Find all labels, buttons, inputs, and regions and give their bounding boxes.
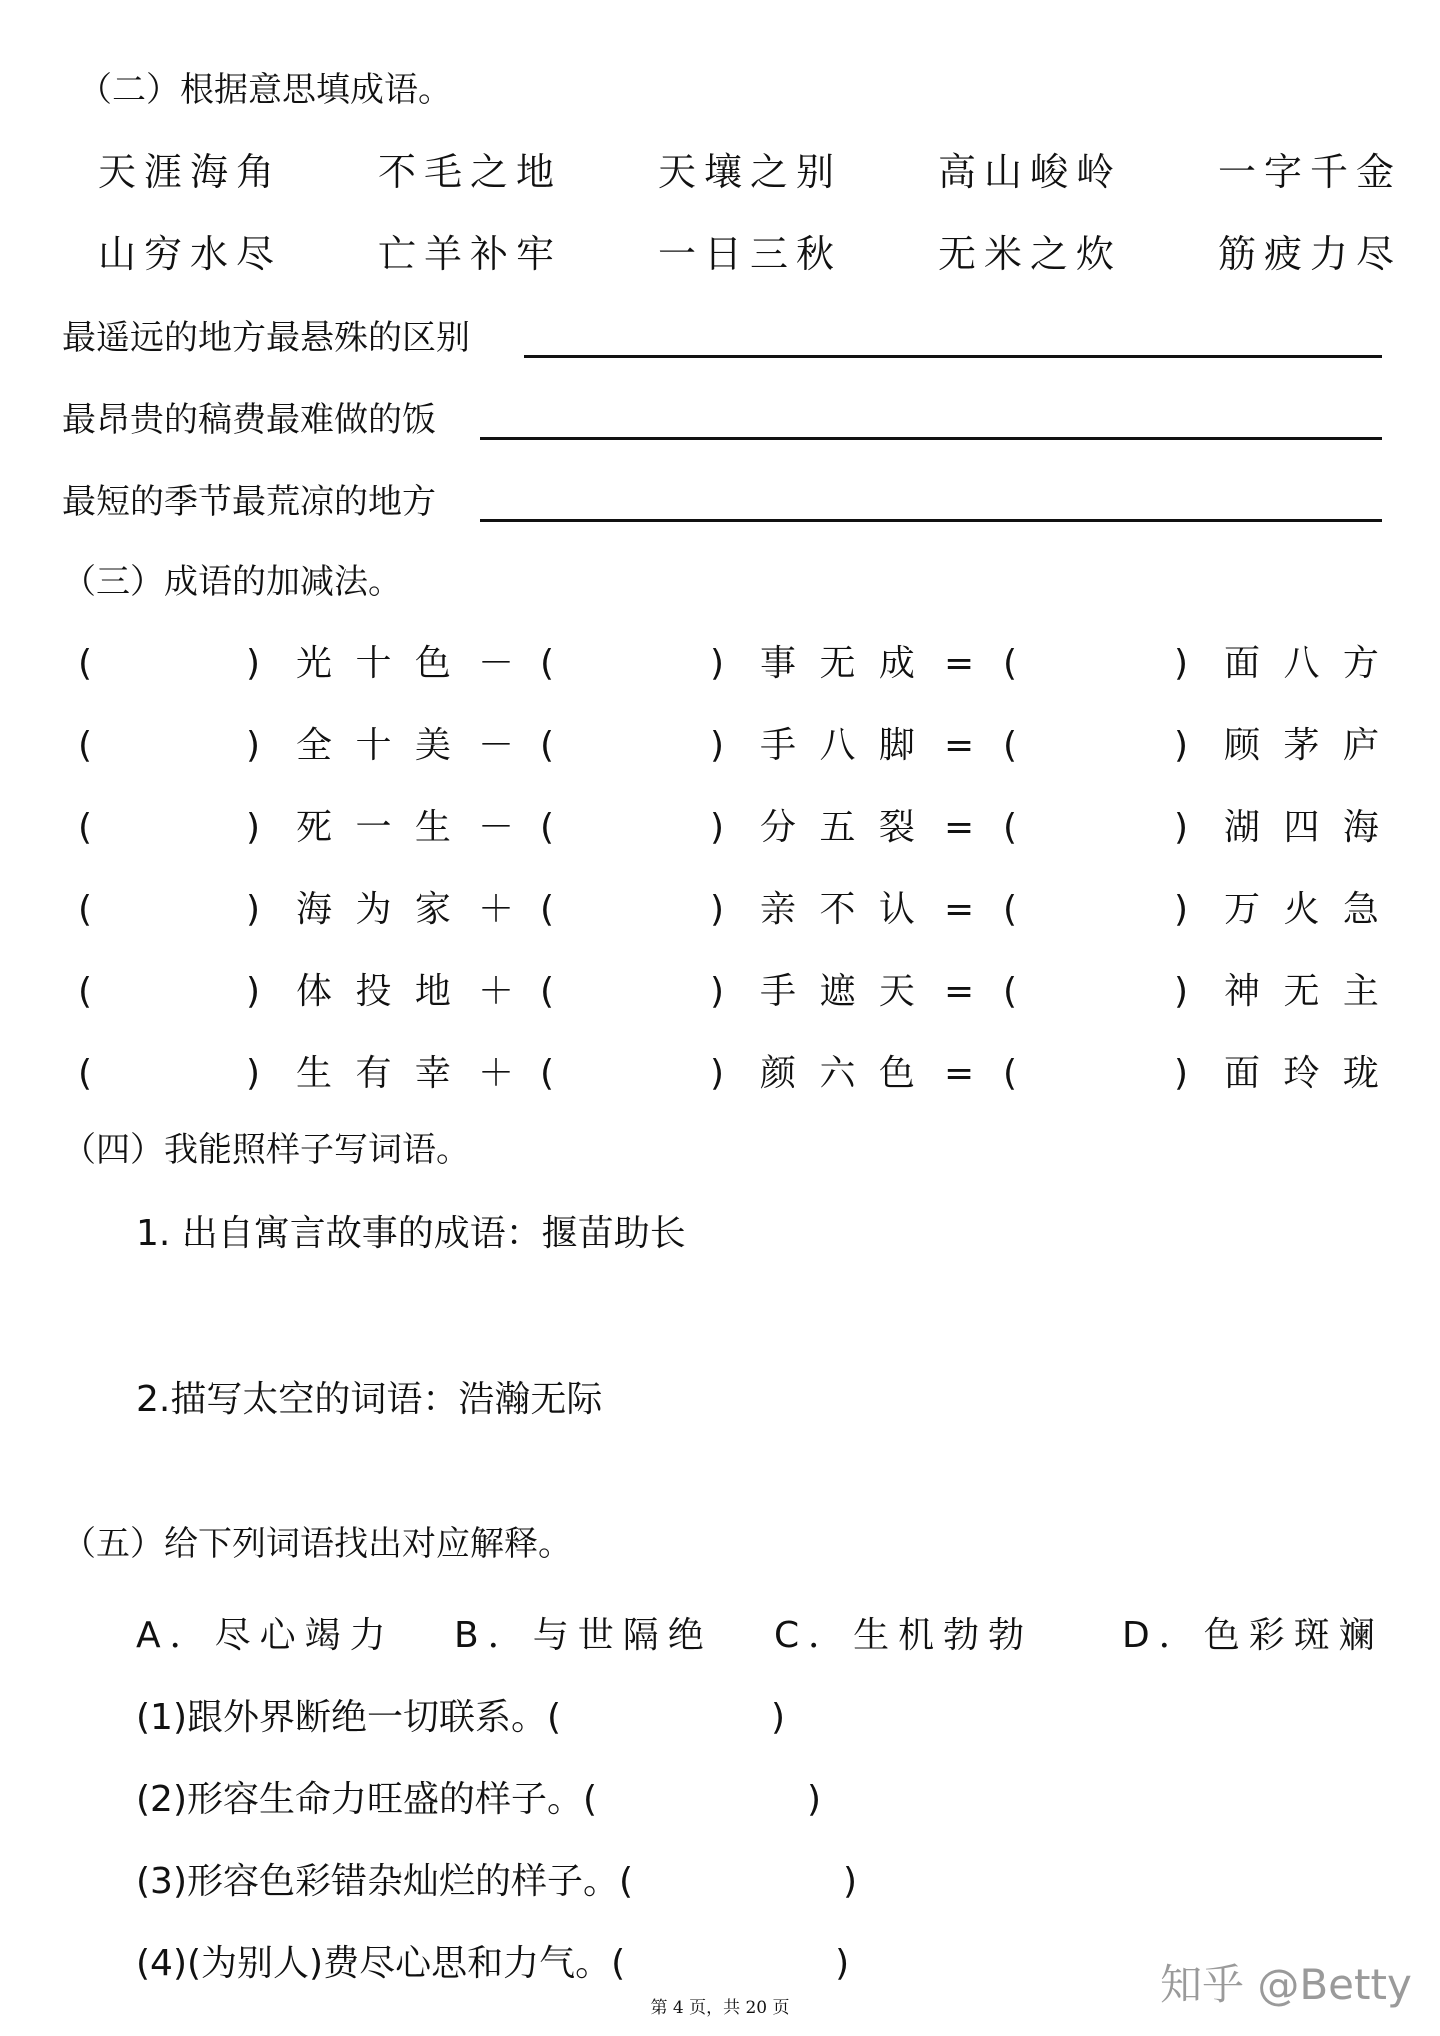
idiom-part: 海 为 家 <box>296 889 457 930</box>
match-question-1 <box>136 1696 785 1740</box>
close-paren: ) <box>710 1053 725 1094</box>
idiom-part: 颜 六 色 <box>760 1053 921 1094</box>
question-text: (1)跟外界断绝一切联系。( <box>136 1697 562 1738</box>
close-paren: ) <box>710 643 725 684</box>
idiom-option: 无米之炊 <box>938 232 1123 276</box>
idiom-part: 手 八 脚 <box>760 725 921 766</box>
close-paren: ) <box>710 889 725 930</box>
close-paren: ) <box>710 725 725 766</box>
idiom-option: 亡羊补牢 <box>378 232 563 276</box>
open-paren: ( <box>78 807 93 848</box>
match-question-2 <box>136 1778 821 1822</box>
answer-line[interactable] <box>524 355 1382 358</box>
equals: = <box>944 1053 975 1094</box>
open-paren: ( <box>540 971 555 1012</box>
idiom-part: 光 十 色 <box>296 643 457 684</box>
equals: = <box>944 889 975 930</box>
idiom-option: 天壤之别 <box>658 150 843 194</box>
close-paren: ) <box>1174 643 1189 684</box>
idiom-part: 亲 不 认 <box>760 889 921 930</box>
idiom-part: 全 十 美 <box>296 725 457 766</box>
close-paren: ) <box>246 807 261 848</box>
close-paren: ) <box>1174 807 1189 848</box>
close-paren: ) <box>246 725 261 766</box>
equals: = <box>944 725 975 766</box>
page-footer: 第 4 页，共 20 页 <box>650 1998 790 2018</box>
open-paren: ( <box>1003 1053 1018 1094</box>
idiom-part: 死 一 生 <box>296 807 457 848</box>
open-paren: ( <box>78 643 93 684</box>
idiom-option: 天涯海角 <box>98 150 283 194</box>
fill-question-1 <box>62 316 1382 360</box>
option-c: C．生机勃勃 <box>774 1615 1034 1656</box>
close-paren: ) <box>710 971 725 1012</box>
equals: = <box>944 643 975 684</box>
equals: = <box>944 971 975 1012</box>
open-paren: ( <box>1003 807 1018 848</box>
close-paren: ) <box>1174 1053 1189 1094</box>
operator: － <box>478 807 515 848</box>
answer-line[interactable] <box>480 437 1382 440</box>
open-paren: ( <box>78 1053 93 1094</box>
question-text: 最遥远的地方最悬殊的区别 <box>62 318 470 358</box>
idiom-part: 分 五 裂 <box>760 807 921 848</box>
operator: ＋ <box>478 889 515 930</box>
open-paren: ( <box>540 807 555 848</box>
section-2-title: （二）根据意思填成语。 <box>78 70 452 110</box>
close-paren: ) <box>771 1697 786 1738</box>
close-paren: ) <box>246 643 261 684</box>
section-4-title: （四）我能照样子写词语。 <box>62 1130 470 1170</box>
idiom-option: 一日三秋 <box>658 232 843 276</box>
operator: ＋ <box>478 1053 515 1094</box>
close-paren: ) <box>246 1053 261 1094</box>
close-paren: ) <box>1174 725 1189 766</box>
equals: = <box>944 807 975 848</box>
open-paren: ( <box>1003 643 1018 684</box>
open-paren: ( <box>1003 971 1018 1012</box>
open-paren: ( <box>540 725 555 766</box>
operator: － <box>478 725 515 766</box>
example-2: 2.描写太空的词语：浩瀚无际 <box>136 1379 603 1420</box>
fill-question-2 <box>62 398 1382 442</box>
open-paren: ( <box>1003 889 1018 930</box>
idiom-option: 不毛之地 <box>378 150 563 194</box>
idiom-part: 手 遮 天 <box>760 971 921 1012</box>
option-b: B．与世隔绝 <box>454 1615 713 1656</box>
close-paren: ) <box>710 807 725 848</box>
section-3-title: （三）成语的加减法。 <box>62 562 402 602</box>
math-row <box>78 968 1388 1016</box>
idiom-part: 生 有 幸 <box>296 1053 457 1094</box>
question-text: 最昂贵的稿费最难做的饭 <box>62 400 436 440</box>
open-paren: ( <box>78 971 93 1012</box>
open-paren: ( <box>540 643 555 684</box>
close-paren: ) <box>246 889 261 930</box>
section-5-title: （五）给下列词语找出对应解释。 <box>62 1524 572 1564</box>
operator: － <box>478 643 515 684</box>
idiom-part: 神 无 主 <box>1224 971 1385 1012</box>
open-paren: ( <box>78 725 93 766</box>
open-paren: ( <box>1003 725 1018 766</box>
idiom-part: 面 八 方 <box>1224 643 1385 684</box>
close-paren: ) <box>246 971 261 1012</box>
example-1: 1. 出自寓言故事的成语：揠苗助长 <box>136 1213 686 1254</box>
math-row <box>78 886 1388 934</box>
math-row <box>78 1050 1388 1098</box>
math-row <box>78 640 1388 688</box>
idiom-part: 万 火 急 <box>1224 889 1385 930</box>
open-paren: ( <box>78 889 93 930</box>
question-text: 最短的季节最荒凉的地方 <box>62 482 436 522</box>
fill-question-3 <box>62 480 1382 524</box>
idiom-option: 筋疲力尽 <box>1218 232 1403 276</box>
operator: ＋ <box>478 971 515 1012</box>
idiom-part: 事 无 成 <box>760 643 921 684</box>
close-paren: ) <box>835 1943 850 1984</box>
open-paren: ( <box>540 1053 555 1094</box>
idiom-part: 体 投 地 <box>296 971 457 1012</box>
idiom-option: 山穷水尽 <box>98 232 283 276</box>
option-a: A．尽心竭力 <box>136 1615 395 1656</box>
close-paren: ) <box>1174 889 1189 930</box>
idiom-option: 一字千金 <box>1218 150 1403 194</box>
math-row <box>78 722 1388 770</box>
idiom-part: 湖 四 海 <box>1224 807 1385 848</box>
idiom-part: 顾 茅 庐 <box>1224 725 1385 766</box>
math-row <box>78 804 1388 852</box>
option-d: D．色彩斑斓 <box>1122 1615 1384 1656</box>
question-text: (2)形容生命力旺盛的样子。( <box>136 1779 598 1820</box>
match-question-4 <box>136 1942 849 1986</box>
question-text: (4)(为别人)费尽心思和力气。( <box>136 1943 626 1984</box>
close-paren: ) <box>843 1861 858 1902</box>
question-text: (3)形容色彩错杂灿烂的样子。( <box>136 1861 634 1902</box>
match-question-3 <box>136 1860 857 1904</box>
open-paren: ( <box>540 889 555 930</box>
answer-line[interactable] <box>480 519 1382 522</box>
watermark: 知乎 @Betty <box>1160 1960 1412 2009</box>
idiom-part: 面 玲 珑 <box>1224 1053 1385 1094</box>
close-paren: ) <box>807 1779 822 1820</box>
close-paren: ) <box>1174 971 1189 1012</box>
idiom-option: 高山峻岭 <box>938 150 1123 194</box>
